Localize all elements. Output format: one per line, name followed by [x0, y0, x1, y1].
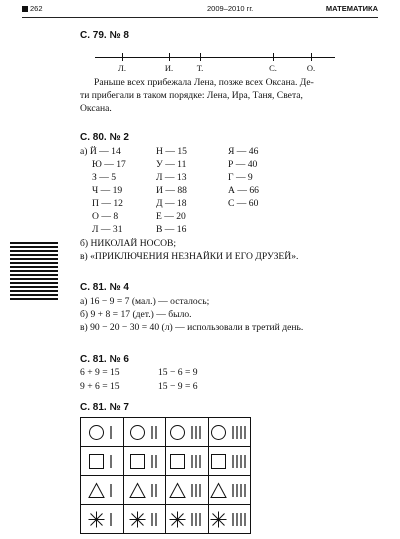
section-title-79-8: С. 79. № 8 [80, 30, 129, 41]
tally-sticks-icon [151, 512, 160, 527]
shapes-grid [80, 417, 251, 534]
list-item: Н — 15 [156, 146, 187, 157]
square-icon [129, 453, 146, 470]
grid-row [81, 476, 251, 505]
grid-cell [166, 418, 209, 447]
section-title-81-6: С. 81. № 6 [80, 354, 129, 365]
equation: 15 − 6 = 9 [158, 367, 198, 378]
grid-row [81, 447, 251, 476]
page-number: 262 [22, 4, 43, 13]
circle-icon [210, 424, 227, 441]
equation: 6 + 9 = 15 [80, 367, 120, 378]
circle-icon [169, 424, 186, 441]
list-item: Ч — 19 [92, 185, 123, 196]
list-item: Е — 20 [156, 211, 186, 222]
circle-icon [129, 424, 146, 441]
tally-sticks-icon [151, 454, 160, 469]
list-item: И — 88 [156, 185, 187, 196]
tick-label: О. [306, 63, 316, 73]
list-item: а) Й — 14 [80, 146, 121, 157]
tick [200, 53, 201, 61]
grid-cell [166, 505, 209, 534]
tally-sticks-icon [191, 425, 204, 440]
square-icon [210, 453, 227, 470]
tally-sticks-icon [110, 454, 115, 469]
tick [311, 53, 312, 61]
list-item: В — 16 [156, 224, 187, 235]
page-header [22, 3, 378, 18]
grid-cell [81, 476, 124, 505]
list-item: С — 60 [228, 198, 259, 209]
tick [122, 53, 123, 61]
list-item: З — 5 [92, 172, 116, 183]
list-item: Л — 13 [156, 172, 187, 183]
solution-line: а) 16 − 9 = 7 (мал.) — осталось; [80, 296, 210, 307]
grid-cell [166, 476, 209, 505]
paragraph-line: Раньше всех прибежала Лена, позже всех Оксана. Де- [94, 77, 314, 88]
asterisk-icon [88, 511, 105, 528]
tick [169, 53, 170, 61]
paragraph-line: ти прибегали в таком порядке: Лена, Ира, Таня, Света, [80, 90, 303, 101]
list-item: Д — 18 [156, 198, 187, 209]
list-item: О — 8 [92, 211, 119, 222]
list-item: П — 12 [92, 198, 123, 209]
tally-sticks-icon [232, 483, 249, 498]
grid-cell [123, 418, 166, 447]
margin-stripes [10, 242, 58, 300]
tally-sticks-icon [110, 483, 115, 498]
equation: 9 + 6 = 15 [80, 381, 120, 392]
years-label: 2009–2010 гг. [207, 4, 254, 13]
tick [273, 53, 274, 61]
asterisk-icon [210, 511, 227, 528]
grid-cell [81, 447, 124, 476]
tally-sticks-icon [110, 512, 115, 527]
grid-row [81, 418, 251, 447]
tally-sticks-icon [151, 483, 160, 498]
list-item: Ю — 17 [92, 159, 126, 170]
triangle-icon [88, 482, 105, 499]
solution-line: в) 90 − 20 − 30 = 40 (л) — использовали в третий день. [80, 322, 304, 333]
tally-sticks-icon [110, 425, 115, 440]
list-item: Я — 46 [228, 146, 259, 157]
tally-sticks-icon [151, 425, 160, 440]
tick-label: С. [269, 63, 277, 73]
section-title-81-4: С. 81. № 4 [80, 282, 129, 293]
triangle-icon [129, 482, 146, 499]
paragraph-line: Оксана. [80, 103, 112, 114]
list-item: Р — 40 [228, 159, 258, 170]
triangle-icon [169, 482, 186, 499]
asterisk-icon [129, 511, 146, 528]
grid-cell [81, 418, 124, 447]
tally-sticks-icon [232, 454, 249, 469]
grid-cell [81, 505, 124, 534]
section-title-81-7: С. 81. № 7 [80, 402, 129, 413]
subject-label: МАТЕМАТИКА [325, 4, 378, 13]
equation: 15 − 9 = 6 [158, 381, 198, 392]
tick-label: И. [164, 63, 174, 73]
grid-cell [208, 505, 251, 534]
tick-label: Л. [118, 63, 126, 73]
tally-sticks-icon [191, 483, 204, 498]
circle-icon [88, 424, 105, 441]
list-item: У — 11 [156, 159, 187, 170]
grid-cell [123, 476, 166, 505]
answer-c: в) «ПРИКЛЮЧЕНИЯ НЕЗНАЙКИ И ЕГО ДРУЗЕЙ». [80, 251, 299, 262]
square-icon [169, 453, 186, 470]
tick-label: Т. [196, 63, 204, 73]
grid-cell [123, 447, 166, 476]
asterisk-icon [169, 511, 186, 528]
grid-cell [166, 447, 209, 476]
tally-sticks-icon [232, 512, 249, 527]
tally-sticks-icon [191, 454, 204, 469]
list-item: Л — 31 [92, 224, 123, 235]
triangle-icon [210, 482, 227, 499]
list-item: Г — 9 [228, 172, 253, 183]
grid-row [81, 505, 251, 534]
grid-cell [123, 505, 166, 534]
answer-b: б) НИКОЛАЙ НОСОВ; [80, 238, 177, 249]
square-icon [88, 453, 105, 470]
list-item: А — 66 [228, 185, 259, 196]
grid-cell [208, 447, 251, 476]
number-line [95, 57, 335, 73]
grid-cell [208, 418, 251, 447]
solution-line: б) 9 + 8 = 17 (дет.) — было. [80, 309, 192, 320]
tally-sticks-icon [232, 425, 249, 440]
tally-sticks-icon [191, 512, 204, 527]
section-title-80-2: С. 80. № 2 [80, 132, 129, 143]
grid-cell [208, 476, 251, 505]
